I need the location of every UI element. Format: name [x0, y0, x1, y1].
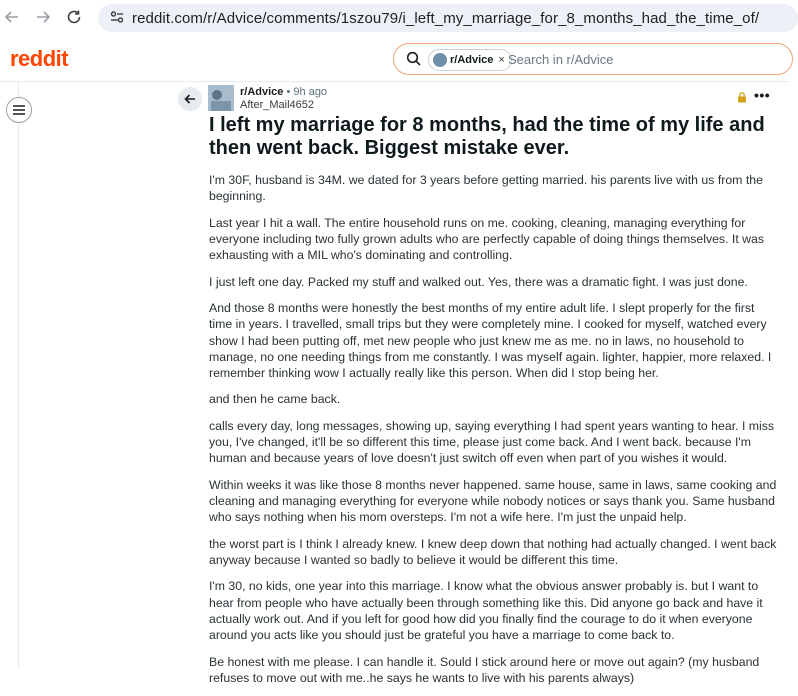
subreddit-link[interactable]: r/Advice [240, 86, 284, 98]
post-time: 9h ago [293, 86, 328, 98]
lock-icon [737, 92, 747, 103]
post-paragraph: the worst part is I think I already knew. I knew deep down that nothing had actually changed. I went back anyway because I wanted so badly to believe it would be different this time. [209, 536, 777, 567]
post-paragraph: I'm 30, no kids, one year into this marriage. I know what the obvious answer probably is. but I want to hear from people who have actually been through something like this. Did anyone go back and have it actually work out. And if you left for good how did you finally find the courage to do it when everyone around you acts like you should just be grateful you have a marriage to come back to. [209, 579, 763, 643]
back-button[interactable] [178, 87, 202, 111]
menu-icon[interactable] [6, 97, 32, 123]
post-paragraph: and then he came back. [209, 392, 341, 407]
arrow-left-icon[interactable] [2, 8, 22, 28]
post-title: I left my marriage for 8 months, had the time of my life and then went back. Biggest mistake ever. [209, 114, 765, 159]
reload-icon[interactable] [64, 8, 84, 28]
avatar[interactable] [208, 85, 234, 111]
arrow-right-icon[interactable] [33, 8, 53, 28]
subreddit-filter-chip[interactable] [428, 49, 512, 71]
post-paragraph: I'm 30F, husband is 34M. we dated for 3 years before getting married. his parents live with us from the beginning. [209, 173, 763, 204]
chip-label: r/Advice [450, 54, 494, 66]
more-options-button[interactable]: ••• [754, 87, 771, 103]
post-meta [240, 86, 327, 112]
address-bar[interactable] [98, 4, 798, 32]
post-paragraph: calls every day, long messages, showing up, saying everything I had spent years wanting to hear. I miss you, I've changed, it'll be so different this time, please just come back. And I went back. because I'm human and because years of love doesn't just switch off even when part of you wishes it would. [209, 418, 775, 466]
post-paragraph: I just left one day. Packed my stuff and walked out. Yes, there was a dramatic fight. I was just done. [209, 274, 748, 289]
tune-icon[interactable] [108, 9, 126, 27]
meta-separator: • [286, 86, 291, 98]
post-body [209, 172, 779, 696]
post-paragraph: Within weeks it was like those 8 months never happened. same house, same in laws, same cooking and cleaning and managing everything for everyone while nobody notices or says thank you. Same husband who says nothing when his mom oversteps. I'm not a wife here. I'm just the unpaid help. [209, 477, 777, 525]
subreddit-avatar [433, 53, 447, 67]
browser-toolbar [0, 0, 788, 36]
search-icon [406, 51, 422, 67]
post-paragraph: Last year I hit a wall. The entire household runs on me. cooking, cleaning, managing everything for everyone including two fully grown adults who are perfectly capable of doing things themselves. It was exhausting with a MIL who's dominating and controlling. [209, 215, 765, 263]
search-input[interactable]: Search in r/Advice [508, 52, 614, 67]
reddit-logo[interactable]: reddit [10, 46, 69, 71]
author-link[interactable]: After_Mail4652 [240, 99, 314, 111]
post-paragraph: Be honest with me please. I can handle it. Sould I stick around here or move out again? (my husband refuses to move out with me..he says he wants to live with his parents always) [209, 654, 760, 685]
search-bar[interactable] [393, 43, 793, 75]
site-header [0, 36, 788, 82]
left-sidebar [0, 82, 19, 669]
url-text[interactable]: reddit.com/r/Advice/comments/1szou79/i_left_my_marriage_for_8_months_had_the_time_of/ [132, 10, 760, 27]
arrow-left-icon [183, 92, 197, 106]
post-paragraph: And those 8 months were honestly the best months of my entire adult life. I slept properly for the first time in years. I travelled, small trips but they were completely mine. I cooked for myself, watched every show I had been putting off, met new people who just knew me as me. no in laws, no household to manage, no one needing things from me constantly. I was myself again. lighter, happier, more relaxed. I remember thinking wow I actually really like this person. When did I stop being her. [209, 301, 772, 380]
close-icon[interactable]: × [498, 54, 505, 66]
